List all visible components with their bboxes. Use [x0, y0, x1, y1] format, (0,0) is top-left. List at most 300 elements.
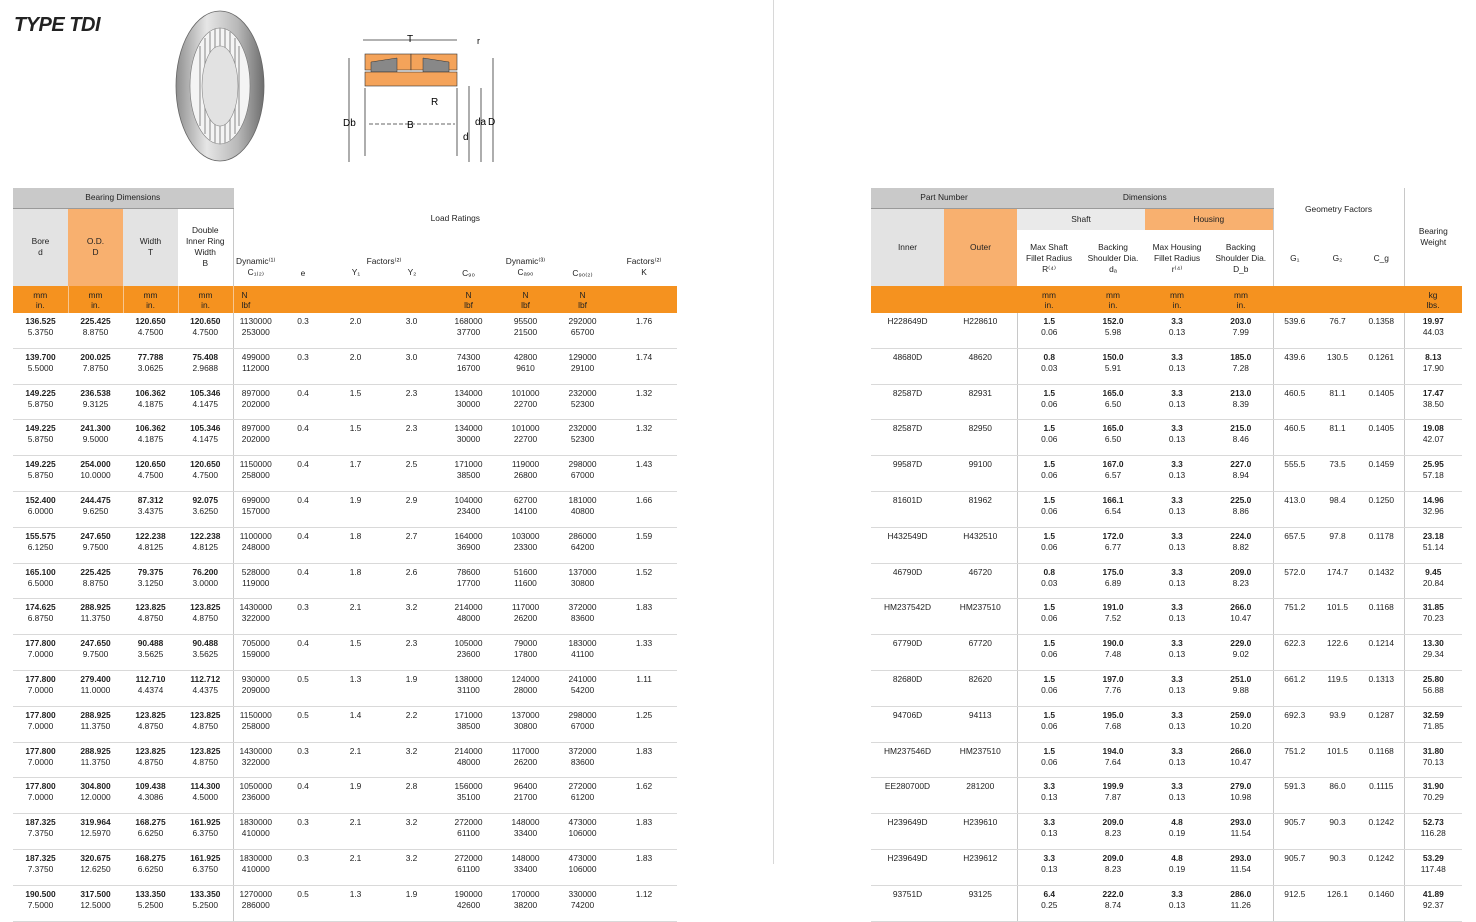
cell-g2: 90.3 [1316, 814, 1359, 850]
table-row [871, 563, 1462, 599]
cell-y1: 2.1 [328, 814, 383, 850]
table-row [13, 706, 677, 742]
cell-shaft-shoulder: 191.0 7.52 [1081, 599, 1145, 635]
cell-g2: 81.1 [1316, 420, 1359, 456]
cell-k: 1.83 [611, 814, 677, 850]
cell-inner-part: 81601D [871, 491, 944, 527]
cell-shaft-shoulder: 222.0 8.74 [1081, 885, 1145, 921]
table-row [13, 814, 677, 850]
diagram-label-R: R [431, 97, 439, 108]
cell-c902: 473000 106000 [554, 849, 611, 885]
cell-housing-shoulder: 286.0 11.26 [1209, 885, 1273, 921]
cell-ca90: 117000 26200 [497, 742, 554, 778]
cell-e: 0.3 [278, 849, 328, 885]
cell-outer-part: H239610 [944, 814, 1017, 850]
cell-housing-shoulder: 215.0 8.46 [1209, 420, 1273, 456]
cell-inner-part: 93751D [871, 885, 944, 921]
cell-c902: 298000 67000 [554, 706, 611, 742]
cell-dynamic-c1: 1150000 258000 [233, 706, 278, 742]
cell-weight: 31.80 70.13 [1404, 742, 1462, 778]
cell-double-width: 161.925 6.3750 [178, 849, 233, 885]
cell-housing-shoulder: 293.0 11.54 [1209, 849, 1273, 885]
table-row [871, 742, 1462, 778]
cell-c90: 138000 31100 [440, 670, 497, 706]
cell-double-width: 105.346 4.1475 [178, 420, 233, 456]
cell-bore: 149.225 5.8750 [13, 420, 68, 456]
cell-od: 288.925 11.3750 [68, 599, 123, 635]
cell-inner-part: 82587D [871, 384, 944, 420]
header-dimensions: Dimensions [1017, 188, 1273, 208]
cell-shaft-shoulder: 167.0 6.57 [1081, 456, 1145, 492]
table-row [13, 491, 677, 527]
cell-inner-part: HM237546D [871, 742, 944, 778]
cell-g2: 101.5 [1316, 599, 1359, 635]
cell-shaft-shoulder: 199.9 7.87 [1081, 778, 1145, 814]
cell-weight: 23.18 51.14 [1404, 527, 1462, 563]
cell-k: 1.83 [611, 599, 677, 635]
header-shaft: Shaft [1017, 208, 1145, 230]
cell-inner-part: 94706D [871, 706, 944, 742]
cell-shaft-fillet: 1.5 0.06 [1017, 420, 1081, 456]
cell-dynamic-c1: 1430000 322000 [233, 742, 278, 778]
table-row [871, 348, 1462, 384]
cell-g2: 81.1 [1316, 384, 1359, 420]
table-row [13, 778, 677, 814]
cell-c902: 241000 54200 [554, 670, 611, 706]
unit-c902: N lbf [554, 286, 611, 313]
cell-k: 1.83 [611, 742, 677, 778]
cell-bore: 177.800 7.0000 [13, 706, 68, 742]
cell-y1: 1.5 [328, 420, 383, 456]
cell-c902: 181000 40800 [554, 491, 611, 527]
cell-housing-shoulder: 203.0 7.99 [1209, 313, 1273, 348]
table-row [13, 420, 677, 456]
cell-k: 1.74 [611, 348, 677, 384]
unit-Db: mm in. [1209, 286, 1273, 313]
cell-housing-fillet: 3.3 0.13 [1145, 348, 1209, 384]
cell-e: 0.4 [278, 563, 328, 599]
cell-dynamic-c1: 1150000 258000 [233, 456, 278, 492]
cell-e: 0.4 [278, 420, 328, 456]
cell-k: 1.43 [611, 456, 677, 492]
cell-od: 319.964 12.5970 [68, 814, 123, 850]
cell-e: 0.5 [278, 670, 328, 706]
units-row-right [871, 286, 1462, 313]
cell-g1: 905.7 [1273, 849, 1316, 885]
header-bore: Bore d [13, 208, 68, 286]
cell-g2: 119.5 [1316, 670, 1359, 706]
cell-bore: 177.800 7.0000 [13, 778, 68, 814]
cell-inner-part: 48680D [871, 348, 944, 384]
cell-c902: 129000 29100 [554, 348, 611, 384]
cell-cg: 0.1242 [1359, 849, 1404, 885]
table-row [13, 456, 677, 492]
header-backing-shoulder-shaft: Backing Shoulder Dia. dₐ [1081, 230, 1145, 286]
cell-y2: 3.2 [383, 599, 440, 635]
cell-g2: 86.0 [1316, 778, 1359, 814]
cell-cg: 0.1250 [1359, 491, 1404, 527]
cell-shaft-fillet: 1.5 0.06 [1017, 706, 1081, 742]
header-backing-shoulder-housing: Backing Shoulder Dia. D_b [1209, 230, 1273, 286]
table-row [871, 491, 1462, 527]
cell-k: 1.11 [611, 670, 677, 706]
cell-c90: 171000 38500 [440, 456, 497, 492]
table-row [871, 885, 1462, 921]
cell-od: 241.300 9.5000 [68, 420, 123, 456]
cell-y2: 1.9 [383, 885, 440, 921]
cell-housing-fillet: 3.3 0.13 [1145, 778, 1209, 814]
cell-shaft-shoulder: 172.0 6.77 [1081, 527, 1145, 563]
cell-housing-fillet: 4.8 0.19 [1145, 849, 1209, 885]
cell-g1: 912.5 [1273, 885, 1316, 921]
cell-g1: 460.5 [1273, 420, 1316, 456]
cell-od: 236.538 9.3125 [68, 384, 123, 420]
cell-shaft-fillet: 0.8 0.03 [1017, 563, 1081, 599]
table-row [13, 635, 677, 671]
cell-od: 247.650 9.7500 [68, 635, 123, 671]
cell-outer-part: 94113 [944, 706, 1017, 742]
cell-weight: 41.89 92.37 [1404, 885, 1462, 921]
cell-y2: 3.0 [383, 313, 440, 348]
cell-outer-part: H228610 [944, 313, 1017, 348]
cell-double-width: 123.825 4.8750 [178, 599, 233, 635]
cell-e: 0.3 [278, 348, 328, 384]
unit-ca90: N lbf [497, 286, 554, 313]
cell-double-width: 105.346 4.1475 [178, 384, 233, 420]
cell-shaft-fillet: 3.3 0.13 [1017, 778, 1081, 814]
cell-e: 0.3 [278, 599, 328, 635]
header-bearing-weight: Bearing Weight [1404, 188, 1462, 286]
dimensions-geometry-table [871, 188, 1462, 922]
cell-housing-fillet: 4.8 0.19 [1145, 814, 1209, 850]
header-dynamic-c1: Dynamic⁽¹⁾ C₁₍₂₎ [233, 248, 278, 286]
cell-c902: 372000 83600 [554, 742, 611, 778]
cell-od: 247.650 9.7500 [68, 527, 123, 563]
cell-shaft-shoulder: 197.0 7.76 [1081, 670, 1145, 706]
cell-double-width: 120.650 4.7500 [178, 313, 233, 348]
cell-od: 244.475 9.6250 [68, 491, 123, 527]
table-row [13, 599, 677, 635]
cell-od: 254.000 10.0000 [68, 456, 123, 492]
cell-dynamic-c1: 1270000 286000 [233, 885, 278, 921]
cell-outer-part: H432510 [944, 527, 1017, 563]
table-row [871, 635, 1462, 671]
cell-width: 109.438 4.3086 [123, 778, 178, 814]
cell-g1: 460.5 [1273, 384, 1316, 420]
cell-shaft-shoulder: 194.0 7.64 [1081, 742, 1145, 778]
cell-c902: 292000 65700 [554, 313, 611, 348]
cell-y2: 2.9 [383, 491, 440, 527]
cell-od: 225.425 8.8750 [68, 313, 123, 348]
cell-g1: 439.6 [1273, 348, 1316, 384]
cell-outer-part: 82950 [944, 420, 1017, 456]
cell-bore: 177.800 7.0000 [13, 670, 68, 706]
cell-housing-shoulder: 209.0 8.23 [1209, 563, 1273, 599]
cell-cg: 0.1242 [1359, 814, 1404, 850]
cell-width: 120.650 4.7500 [123, 313, 178, 348]
table-row [871, 384, 1462, 420]
cell-cg: 0.1313 [1359, 670, 1404, 706]
cell-y1: 1.3 [328, 885, 383, 921]
cell-y1: 1.5 [328, 635, 383, 671]
cell-c902: 286000 64200 [554, 527, 611, 563]
diagram-label-d: d [463, 132, 469, 143]
cell-g1: 661.2 [1273, 670, 1316, 706]
cell-g2: 126.1 [1316, 885, 1359, 921]
cell-cg: 0.1405 [1359, 384, 1404, 420]
cell-ca90: 51600 11600 [497, 563, 554, 599]
cell-y2: 2.3 [383, 420, 440, 456]
cell-outer-part: 99100 [944, 456, 1017, 492]
cell-weight: 53.29 117.48 [1404, 849, 1462, 885]
cell-c90: 272000 61100 [440, 814, 497, 850]
cell-c90: 104000 23400 [440, 491, 497, 527]
cell-od: 288.925 11.3750 [68, 742, 123, 778]
cell-cg: 0.1168 [1359, 599, 1404, 635]
header-bearing-dimensions: Bearing Dimensions [13, 188, 233, 208]
cell-width: 168.275 6.6250 [123, 849, 178, 885]
cell-c902: 137000 30800 [554, 563, 611, 599]
cell-cg: 0.1405 [1359, 420, 1404, 456]
unit-R: mm in. [1017, 286, 1081, 313]
cell-housing-shoulder: 279.0 10.98 [1209, 778, 1273, 814]
cell-dynamic-c1: 1100000 248000 [233, 527, 278, 563]
cell-bore: 149.225 5.8750 [13, 384, 68, 420]
cell-y2: 1.9 [383, 670, 440, 706]
cell-ca90: 95500 21500 [497, 313, 554, 348]
table-row [871, 313, 1462, 348]
cell-double-width: 161.925 6.3750 [178, 814, 233, 850]
cell-ca90: 119000 26800 [497, 456, 554, 492]
cell-shaft-shoulder: 175.0 6.89 [1081, 563, 1145, 599]
cell-c90: 214000 48000 [440, 599, 497, 635]
cell-od: 288.925 11.3750 [68, 706, 123, 742]
cell-width: 90.488 3.5625 [123, 635, 178, 671]
cell-od: 279.400 11.0000 [68, 670, 123, 706]
cell-housing-fillet: 3.3 0.13 [1145, 420, 1209, 456]
cell-weight: 25.95 57.18 [1404, 456, 1462, 492]
cell-y2: 2.5 [383, 456, 440, 492]
cell-housing-shoulder: 266.0 10.47 [1209, 599, 1273, 635]
cell-dynamic-c1: 528000 119000 [233, 563, 278, 599]
cell-k: 1.52 [611, 563, 677, 599]
cell-weight: 25.80 56.88 [1404, 670, 1462, 706]
cell-c90: 214000 48000 [440, 742, 497, 778]
cell-ca90: 101000 22700 [497, 384, 554, 420]
header-g2: G₂ [1316, 230, 1359, 286]
header-double-inner-ring-width: Double Inner Ring Width B [178, 208, 233, 286]
cell-y2: 2.2 [383, 706, 440, 742]
header-max-housing-fillet: Max Housing Fillet Radius r⁽⁴⁾ [1145, 230, 1209, 286]
cell-cg: 0.1261 [1359, 348, 1404, 384]
cell-ca90: 101000 22700 [497, 420, 554, 456]
header-housing: Housing [1145, 208, 1273, 230]
cell-outer-part: 82931 [944, 384, 1017, 420]
cell-shaft-fillet: 1.5 0.06 [1017, 313, 1081, 348]
cell-c90: 105000 23600 [440, 635, 497, 671]
cell-e: 0.4 [278, 778, 328, 814]
cell-shaft-shoulder: 209.0 8.23 [1081, 849, 1145, 885]
table-row [871, 706, 1462, 742]
table-row [13, 742, 677, 778]
cell-dynamic-c1: 1130000 253000 [233, 313, 278, 348]
table-row [871, 814, 1462, 850]
cell-bore: 152.400 6.0000 [13, 491, 68, 527]
cell-y2: 3.2 [383, 814, 440, 850]
cell-width: 122.238 4.8125 [123, 527, 178, 563]
cell-outer-part: 281200 [944, 778, 1017, 814]
cell-k: 1.62 [611, 778, 677, 814]
cell-ca90: 62700 14100 [497, 491, 554, 527]
cell-shaft-fillet: 1.5 0.06 [1017, 635, 1081, 671]
header-outer: Outer [944, 208, 1017, 286]
cell-e: 0.4 [278, 635, 328, 671]
cell-width: 133.350 5.2500 [123, 885, 178, 921]
cell-k: 1.32 [611, 420, 677, 456]
cell-shaft-fillet: 3.3 0.13 [1017, 814, 1081, 850]
cell-outer-part: 46720 [944, 563, 1017, 599]
cell-shaft-fillet: 6.4 0.25 [1017, 885, 1081, 921]
cell-inner-part: 82587D [871, 420, 944, 456]
table-row [871, 527, 1462, 563]
cell-dynamic-c1: 1430000 322000 [233, 599, 278, 635]
cell-housing-fillet: 3.3 0.13 [1145, 635, 1209, 671]
cell-c902: 272000 61200 [554, 778, 611, 814]
cell-weight: 19.08 42.07 [1404, 420, 1462, 456]
cell-inner-part: 67790D [871, 635, 944, 671]
cell-cg: 0.1168 [1359, 742, 1404, 778]
header-cg: C_g [1359, 230, 1404, 286]
cell-y2: 2.7 [383, 527, 440, 563]
cell-c90: 190000 42600 [440, 885, 497, 921]
cell-housing-fillet: 3.3 0.13 [1145, 742, 1209, 778]
cell-od: 317.500 12.5000 [68, 885, 123, 921]
cell-shaft-shoulder: 190.0 7.48 [1081, 635, 1145, 671]
cell-y1: 2.1 [328, 849, 383, 885]
cell-width: 106.362 4.1875 [123, 384, 178, 420]
cell-od: 320.675 12.6250 [68, 849, 123, 885]
cell-inner-part: H239649D [871, 849, 944, 885]
cell-g1: 555.5 [1273, 456, 1316, 492]
cell-dynamic-c1: 499000 112000 [233, 348, 278, 384]
cell-dynamic-c1: 897000 202000 [233, 384, 278, 420]
cell-double-width: 133.350 5.2500 [178, 885, 233, 921]
cell-c90: 78600 17700 [440, 563, 497, 599]
cell-shaft-shoulder: 165.0 6.50 [1081, 384, 1145, 420]
cell-weight: 14.96 32.96 [1404, 491, 1462, 527]
cell-od: 200.025 7.8750 [68, 348, 123, 384]
header-factors-k: Factors⁽²⁾ K [611, 248, 677, 286]
cell-g1: 657.5 [1273, 527, 1316, 563]
table-row [871, 778, 1462, 814]
cell-weight: 31.85 70.23 [1404, 599, 1462, 635]
header-geometry-factors: Geometry Factors [1273, 188, 1404, 230]
cell-dynamic-c1: 897000 202000 [233, 420, 278, 456]
table-row [871, 456, 1462, 492]
cell-g1: 751.2 [1273, 742, 1316, 778]
cell-g1: 692.3 [1273, 706, 1316, 742]
cell-bore: 149.225 5.8750 [13, 456, 68, 492]
table-row [13, 849, 677, 885]
header-part-number: Part Number [871, 188, 1017, 208]
table-row [13, 384, 677, 420]
cell-inner-part: 82680D [871, 670, 944, 706]
cell-ca90: 148000 33400 [497, 849, 554, 885]
table-row [13, 348, 677, 384]
header-max-shaft-fillet: Max Shaft Fillet Radius R⁽⁴⁾ [1017, 230, 1081, 286]
cell-k: 1.32 [611, 384, 677, 420]
cell-shaft-fillet: 1.5 0.06 [1017, 527, 1081, 563]
cell-c902: 232000 52300 [554, 384, 611, 420]
cell-weight: 9.45 20.84 [1404, 563, 1462, 599]
cell-ca90: 137000 30800 [497, 706, 554, 742]
cell-g2: 90.3 [1316, 849, 1359, 885]
cell-c902: 183000 41100 [554, 635, 611, 671]
cell-housing-shoulder: 225.0 8.86 [1209, 491, 1273, 527]
cell-c90: 134000 30000 [440, 384, 497, 420]
page-divider [773, 0, 774, 864]
header-c90: C₉₀ [440, 248, 497, 286]
cell-cg: 0.1459 [1359, 456, 1404, 492]
cell-y1: 2.0 [328, 348, 383, 384]
cell-dynamic-c1: 705000 159000 [233, 635, 278, 671]
cell-g1: 539.6 [1273, 313, 1316, 348]
cell-c90: 168000 37700 [440, 313, 497, 348]
cell-od: 225.425 8.8750 [68, 563, 123, 599]
header-width: Width T [123, 208, 178, 286]
cell-e: 0.4 [278, 527, 328, 563]
cell-shaft-shoulder: 150.0 5.91 [1081, 348, 1145, 384]
cell-width: 123.825 4.8750 [123, 599, 178, 635]
cell-shaft-fillet: 1.5 0.06 [1017, 670, 1081, 706]
cell-y1: 1.3 [328, 670, 383, 706]
cell-g2: 98.4 [1316, 491, 1359, 527]
unit-od: mm in. [68, 286, 123, 313]
cell-y2: 2.8 [383, 778, 440, 814]
header-inner: Inner [871, 208, 944, 286]
cell-od: 304.800 12.0000 [68, 778, 123, 814]
cell-shaft-shoulder: 209.0 8.23 [1081, 814, 1145, 850]
cell-housing-shoulder: 293.0 11.54 [1209, 814, 1273, 850]
cell-double-width: 75.408 2.9688 [178, 348, 233, 384]
table-row [871, 670, 1462, 706]
cell-y1: 1.4 [328, 706, 383, 742]
load-ratings-table [13, 188, 677, 922]
header-dynamic-ca90: Dynamic⁽³⁾ Cₐ₉₀ [497, 248, 554, 286]
cell-double-width: 76.200 3.0000 [178, 563, 233, 599]
cell-width: 168.275 6.6250 [123, 814, 178, 850]
cell-g2: 73.5 [1316, 456, 1359, 492]
table-row [871, 599, 1462, 635]
cell-bore: 136.525 5.3750 [13, 313, 68, 348]
cell-inner-part: H228649D [871, 313, 944, 348]
cell-bore: 187.325 7.3750 [13, 814, 68, 850]
cell-shaft-shoulder: 165.0 6.50 [1081, 420, 1145, 456]
cell-housing-fillet: 3.3 0.13 [1145, 599, 1209, 635]
cell-weight: 13.30 29.34 [1404, 635, 1462, 671]
cell-outer-part: HM237510 [944, 599, 1017, 635]
cell-housing-shoulder: 213.0 8.39 [1209, 384, 1273, 420]
cell-dynamic-c1: 1830000 410000 [233, 814, 278, 850]
cell-double-width: 122.238 4.8125 [178, 527, 233, 563]
cell-ca90: 96400 21700 [497, 778, 554, 814]
cell-y2: 3.2 [383, 849, 440, 885]
cell-g1: 572.0 [1273, 563, 1316, 599]
cell-housing-shoulder: 229.0 9.02 [1209, 635, 1273, 671]
cell-bore: 187.325 7.3750 [13, 849, 68, 885]
cell-y1: 1.9 [328, 491, 383, 527]
cell-double-width: 90.488 3.5625 [178, 635, 233, 671]
